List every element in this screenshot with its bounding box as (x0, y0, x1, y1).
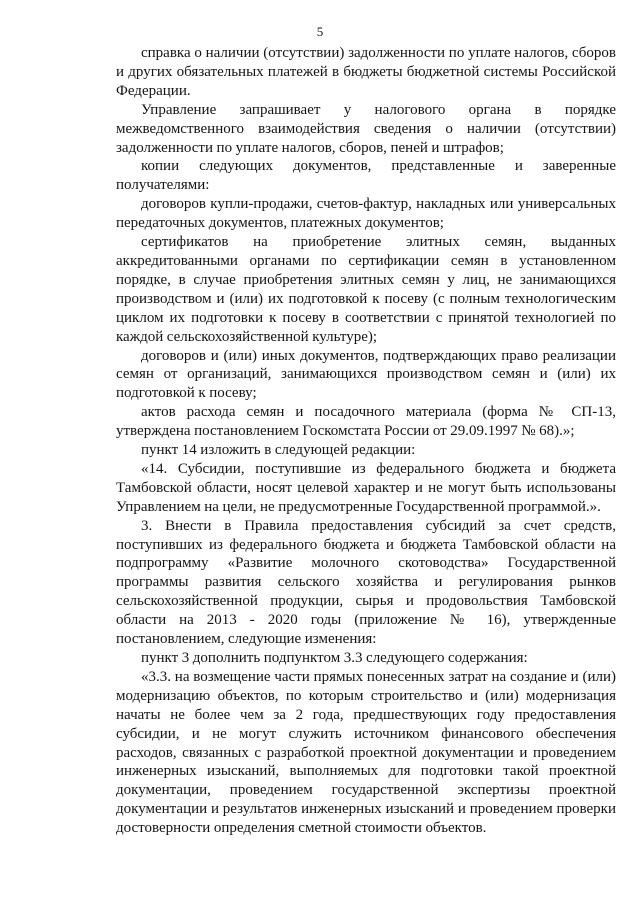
paragraph-item-14-text: «14. Субсидии, поступившие из федерального бюджета и бюджета Тамбовской области, носят целевой характер и не могут быть использованы Управлением на цели, не предусмотренные Государственной программой.». (116, 460, 616, 515)
paragraph-item-3-heading: пункт 3 дополнить подпунктом 3.3 следующего содержания: (141, 650, 528, 666)
paragraph-seed-sale-right: договоров и (или) иных документов, подтверждающих право реализации семян от организаций, занимающихся производством семян и (или) их подготовкой к посеву; (116, 347, 616, 402)
paragraph-certificate-debt: справка о наличии (отсутствии) задолженности по уплате налогов, сборов и других обязательных платежей в бюджеты бюджетной системы Российской Федерации. (116, 45, 616, 99)
paragraph-section-3-amendments: 3. Внести в Правила предоставления субсидий за счет средств, поступивших из федерального бюджета и бюджета Тамбовской области на подпрограмму «Развитие молочного скотоводства» Государственной программы развития сельского хозяйства и регулирования рынков сельскохозяйственной продукции, сырья и продовольствия Тамбовской области на 2013 - 2020 годы (приложение № 16), утвержденные постановлением, следующие изменения: (116, 517, 616, 648)
paragraph-subitem-3-3: «3.3. на возмещение части прямых понесенных затрат на создание и (или) модернизацию объектов, по которым строительство и (или) модернизация начаты не более чем за 2 года, предшествующих году предоставления субсидии, и не могут служить источником финансового обеспечения расходов, связанных с разработкой проектной документации и проведением инженерных изысканий, выполняемых для подготовки такой проектной документации, проведением государственной экспертизы проектной документации и результатов инженерных изысканий и проведением проверки достоверности определения сметной стоимости объектов. (116, 668, 616, 837)
paragraph-interagency-request: Управление запрашивает у налогового органа в порядке межведомственного взаимодействия сведения о наличии (отсутствии) задолженности по уплате налогов, сборов, пеней и штрафов; (116, 101, 616, 156)
paragraph-sale-contracts: договоров купли-продажи, счетов-фактур, накладных или универсальных передаточных документов, платежных документов; (116, 196, 616, 232)
document-body (116, 44, 616, 838)
paragraph-seed-certificates: сертификатов на приобретение элитных семян, выданных аккредитованными органами по сертификации семян в установленном порядке, в случае приобретения элитных семян у лиц, не занимающихся производством и (или) их подготовкой к посеву (с полным технологическим циклом их подготовки к посеву в соответствии с принятой технологией по каждой сельскохозяйственной культуре); (116, 234, 616, 345)
paragraph-seed-usage-acts: актов расхода семян и посадочного материала (форма № СП-13, утверждена постановлением Госкомстата России от 29.09.1997 № 68).»; (116, 404, 616, 440)
paragraph-document-copies: копии следующих документов, представленные и заверенные получателями: (116, 158, 616, 194)
paragraph-item-14-heading: пункт 14 изложить в следующей редакции: (141, 442, 416, 459)
page-number: 5 (316, 24, 324, 39)
